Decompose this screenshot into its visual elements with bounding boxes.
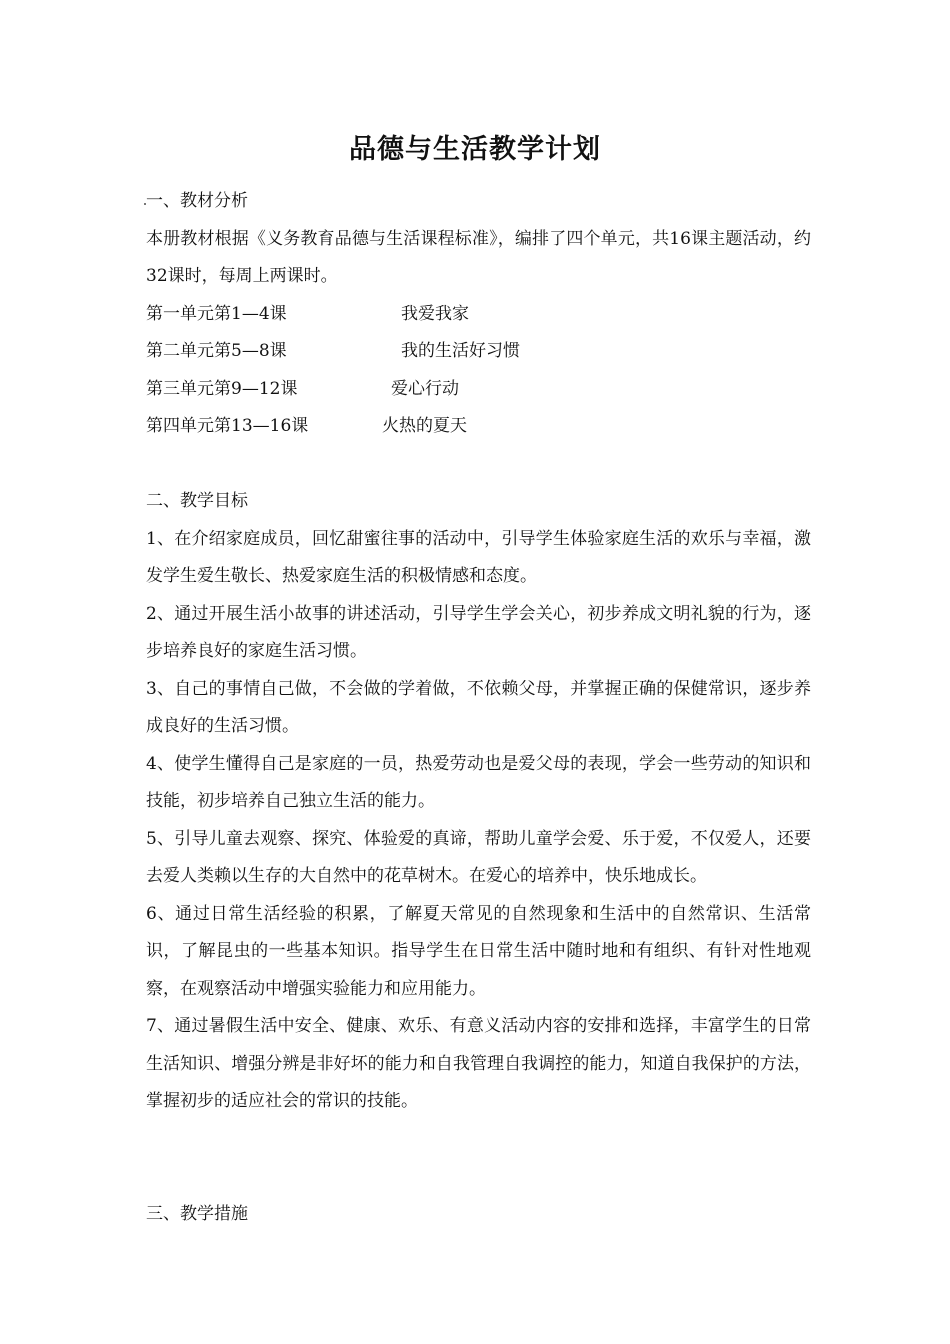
- unit-label: 第一单元第1—4课: [146, 303, 287, 324]
- unit-topic: 火热的夏天: [382, 416, 467, 436]
- analysis-intro: 本册教材根据《义务教育品德与生活课程标准》，编排了四个单元，共16课主题活动，约32课时，每周上两课时。: [146, 228, 811, 286]
- unit-label: 第二单元第5—8课: [146, 341, 287, 361]
- goal-item: 6、通过日常生活经验的积累，了解夏天常见的自然现象和生活中的自然常识、生活常识，了解昆虫的一些基本知识。指导学生在日常生活中随时地和有组织、有针对性地观察，在观察活动中增强实验能力和应用能力。: [146, 903, 811, 999]
- unit-label: 第四单元第13—16课: [146, 416, 309, 436]
- goal-item: 1、在介绍家庭成员，回忆甜蜜往事的活动中，引导学生体验家庭生活的欢乐与幸福，激发学生爱生敬长、热爱家庭生活的积极情感和态度。: [146, 528, 811, 586]
- unit-topic: 我的生活好习惯: [401, 341, 520, 361]
- section-heading-analysis: 一、教材分析: [146, 191, 248, 211]
- document-body: [146, 183, 811, 1233]
- goal-item: 4、使学生懂得自己是家庭的一员，热爱劳动也是爱父母的表现，学会一些劳动的知识和技能，初步培养自己独立生活的能力。: [146, 753, 811, 811]
- unit-row: [146, 333, 811, 371]
- spacer: [146, 446, 811, 484]
- goal-item: 7、通过暑假生活中安全、健康、欢乐、有意义活动内容的安排和选择，丰富学生的日常生活知识、增强分辨是非好坏的能力和自我管理自我调控的能力，知道自我保护的方法，掌握初步的适应社会的常识的技能。: [146, 1016, 811, 1111]
- section-heading-measures: 三、教学措施: [146, 1203, 248, 1224]
- unit-topic: 我爱我家: [401, 303, 469, 324]
- goal-item: 3、自己的事情自己做，不会做的学着做，不依赖父母，并掌握正确的保健常识，逐步养成良好的生活习惯。: [146, 678, 811, 736]
- document-title: 品德与生活教学计划: [349, 134, 601, 165]
- goal-item: 5、引导儿童去观察、探究、体验爱的真谛，帮助儿童学会爱、乐于爱，不仅爱人，还要去爱人类赖以生存的大自然中的花草树木。在爱心的培养中，快乐地成长。: [146, 828, 811, 886]
- unit-label: 第三单元第9—12课: [146, 378, 298, 399]
- unit-row: [146, 296, 811, 334]
- spacer: [146, 1121, 811, 1196]
- unit-row: [146, 371, 811, 409]
- unit-row: [146, 408, 811, 446]
- goal-item: 2、通过开展生活小故事的讲述活动，引导学生学会关心，初步养成文明礼貌的行为，逐步培养良好的家庭生活习惯。: [146, 603, 811, 661]
- unit-topic: 爱心行动: [391, 378, 459, 399]
- section-heading-goals: 二、教学目标: [146, 491, 248, 511]
